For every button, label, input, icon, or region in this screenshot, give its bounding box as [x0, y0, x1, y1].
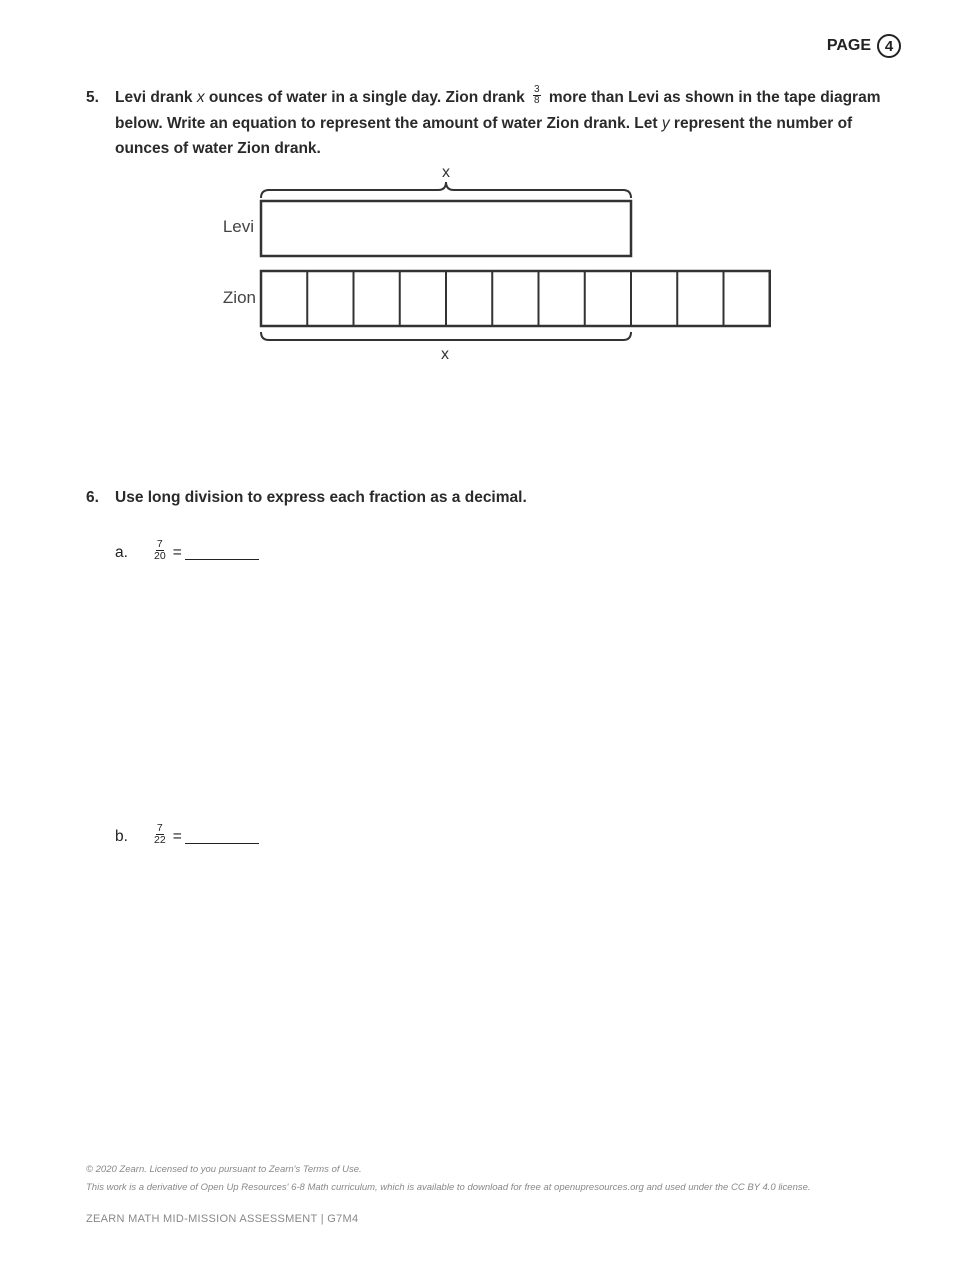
- text-segment: Levi drank: [115, 89, 197, 106]
- text-segment: ounces of water in a single day. Zion drank: [204, 89, 530, 106]
- page-word: PAGE: [826, 37, 871, 54]
- zion-tape: [261, 271, 770, 326]
- fraction-three-eighths: [533, 85, 541, 106]
- question-text: Use long division to express each fraction as a decimal.: [115, 489, 527, 506]
- fraction-numerator: 3: [534, 84, 540, 96]
- page-number-badge: 4: [877, 34, 901, 58]
- fraction-numerator: 7: [156, 822, 163, 834]
- page-indicator: [827, 34, 901, 58]
- part-letter: b.: [115, 827, 128, 845]
- answer-blank[interactable]: [185, 829, 259, 844]
- fraction-denominator: 22: [154, 834, 166, 846]
- tape-diagram: [200, 160, 790, 370]
- variable-y: y: [661, 114, 670, 132]
- fraction: [153, 539, 167, 562]
- levi-tape: [261, 201, 631, 256]
- question-text: [115, 85, 905, 162]
- bottom-brace: [261, 332, 631, 340]
- row-label-levi: Levi: [222, 217, 254, 236]
- question-number: 6.: [86, 489, 99, 506]
- text-segment: more than Levi as shown in the tape diagram below. Write an equation to represent the amount of water Zion drank. Let: [115, 89, 881, 132]
- bottom-brace-label: x: [441, 346, 449, 363]
- variable-x: x: [196, 89, 205, 106]
- fraction-numerator: 7: [156, 538, 163, 550]
- answer-blank[interactable]: [185, 545, 259, 560]
- zion-tape-outline: [261, 271, 770, 326]
- fraction: [153, 823, 167, 846]
- equals-sign: =: [172, 543, 182, 561]
- question-number: 5.: [86, 89, 99, 106]
- equals-sign: =: [172, 827, 182, 845]
- license-notice: This work is a derivative of Open Up Resources' 6-8 Math curriculum, which is available to download for free at openupresources.org and used under the CC BY 4.0 license.: [86, 1182, 811, 1193]
- copyright-notice: © 2020 Zearn. Licensed to you pursuant to Zearn's Terms of Use.: [86, 1164, 362, 1175]
- fraction-denominator: 8: [534, 95, 540, 107]
- fraction-denominator: 20: [154, 550, 166, 562]
- top-brace-label: x: [442, 164, 450, 181]
- part-letter: a.: [115, 543, 128, 561]
- part-b: [115, 822, 259, 848]
- top-brace: [261, 182, 631, 198]
- assessment-label: ZEARN MATH MID-MISSION ASSESSMENT | G7M4: [86, 1213, 359, 1225]
- row-label-zion: Zion: [222, 288, 256, 307]
- text-segment: represent the number of ounces of water Zion drank.: [115, 114, 853, 157]
- part-a: [115, 538, 259, 564]
